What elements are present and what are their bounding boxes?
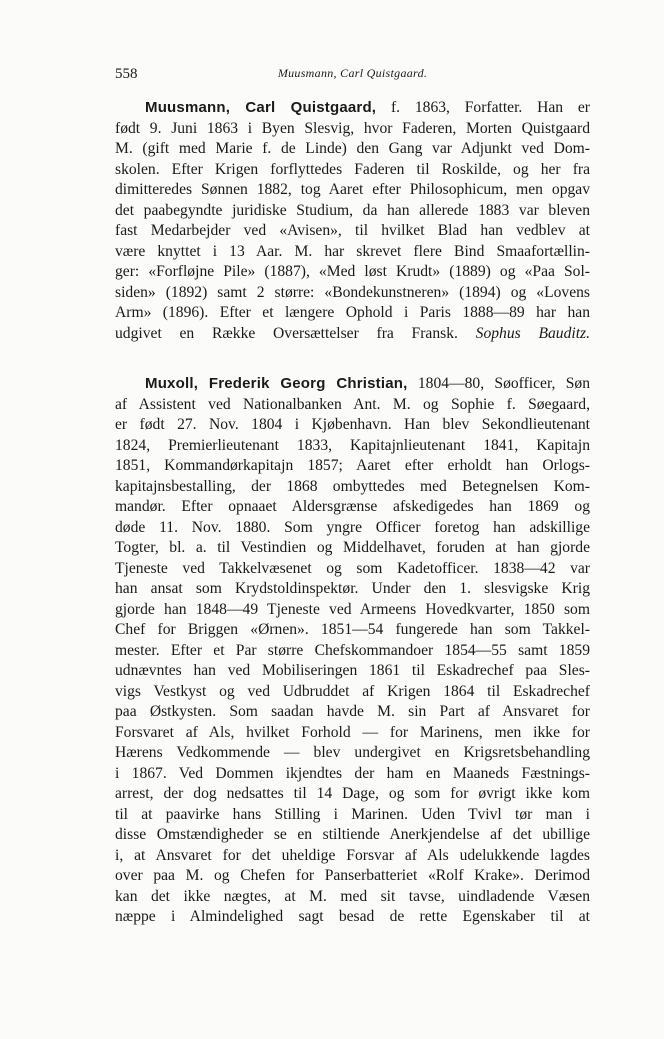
article-muxoll [115,374,590,928]
text-line: dimitteredes Sønnen 1882, tog Aaret efter Philosophicum, men opgav [115,181,590,198]
text-line: af Assistent ved Nationalbanken Ant. M. og Sophie f. Søegaard, [115,395,590,413]
running-head: Muusmann, Carl Quistgaard. [277,66,428,80]
text-line: Chef for Briggen «Ørnen». 1851—54 fungerede han som Takkel- [115,621,590,638]
article-first-line [115,98,590,119]
text-line: mester. Efter et Par større Chefskommandoer 1854—55 samt 1859 [115,641,590,659]
text-line: gjorde han 1848—49 Tjeneste ved Armeens Hovedkvarter, 1850 som [115,600,590,618]
text-line: i, at Ansvaret for det uheldige Forsvar af Als udelukkende lagdes [115,846,590,864]
text-line: disse Omstændigheder se en stiltiende Anerkjendelse af det ubillige [115,826,590,843]
text-line: Forsvaret af Als, hvilket Forhold — for Marinens, men ikke for [115,723,590,741]
text-line: Tjeneste ved Takkelvæsenet og som Kadetofficer. 1838—42 var [115,559,590,577]
text-line: Arm» (1896). Efter et længere Ophold i Paris 1888—89 har han [115,304,590,321]
page-header [115,66,590,86]
text-line: over paa M. og Chefen for Panserbatteriet «Rolf Krake». Derimod [115,867,590,884]
text-line: være knyttet i 13 Aar. M. har skrevet flere Bind Smaafortællin- [115,242,590,260]
text-line: født 9. Juni 1863 i Byen Slesvig, hvor Faderen, Morten Quistgaard [115,119,590,137]
text-line: det paabegyndte juridiske Studium, da han allerede 1883 var bleven [115,201,590,219]
text-line: Hærens Vedkommende — blev undergivet en Krigsretsbehandling [115,744,590,761]
article-first-line-rest: f. 1863, Forfatter. Han er [390,99,590,116]
text-line: vigs Vestkyst og ved Udbruddet af Krigen 1864 til Eskadrechef [115,682,590,700]
text-line: M. (gift med Marie f. de Linde) den Gang var Adjunkt ved Dom- [115,140,590,157]
text-line: arrest, der dog nedsattes til 14 Dage, og som for øvrigt ikke kom [115,785,590,802]
article-muusmann [115,98,590,344]
text-line: 1851, Kommandørkapitajn 1857; Aaret efter erholdt han Orlogs- [115,457,590,474]
article-first-line-rest: 1804—80, Søofficer, Søn [417,375,590,392]
text-line: skolen. Efter Krigen forflyttedes Faderen til Roskilde, og her fra [115,160,590,178]
text-line: Togter, bl. a. til Vestindien og Middelhavet, foruden at han gjorde [115,539,590,556]
text-line: i 1867. Ved Dommen ikjendtes der ham en Maaneds Fæstnings- [115,764,590,782]
text-line: paa Østkysten. Som saadan havde M. sin Part af Ansvaret for [115,703,590,720]
text-line: døde 11. Nov. 1880. Som yngre Officer foretog han adskillige [115,518,590,536]
text-line: 1824, Premierlieutenant 1833, Kapitajnlieutenant 1841, Kapitajn [115,436,590,454]
article-first-line [115,374,590,395]
text-line: fast Medarbejder ved «Avisen», til hvilket Blad han vedblev at [115,222,590,239]
text-line: kapitajnsbestalling, der 1868 ombyttedes med Betegnelsen Kom- [115,477,590,495]
text-line: udnævntes han ved Mobiliseringen 1861 til Eskadrechef paa Sles- [115,662,590,679]
text-line: er født 27. Nov. 1804 i Kjøbenhavn. Han blev Sekondlieutenant [115,416,590,433]
text-line: han ansat som Krydstoldinspektør. Under den 1. slesvigske Krig [115,580,590,597]
author-signature: Sophus Bauditz. [475,324,590,342]
text-line: siden» (1892) samt 2 større: «Bondekunstneren» (1894) og «Lovens [115,283,590,301]
article-headword: Muusmann, Carl Quistgaard, [145,99,377,116]
article-last-line [115,324,590,345]
text-line: til at paavirke hans Stilling i Marinen. Uden Tvivl tør man i [115,805,590,823]
text-line: næppe i Almindelighed sagt besad de rette Egenskaber til at [115,908,590,925]
text-line: ger: «Forfløjne Pile» (1887), «Med løst Krudt» (1889) og «Paa Sol- [115,263,590,280]
text-line: kan det ikke nægtes, at M. med sit tavse, uindladende Væsen [115,887,590,905]
text-line: mandør. Efter opnaaet Aldersgrænse afskedigedes han 1869 og [115,498,590,515]
text-line-end: udgivet en Række Oversættelser fra Fransk. [115,324,458,342]
article-headword: Muxoll, Frederik Georg Christian, [145,375,408,392]
page-number: 558 [115,66,138,82]
